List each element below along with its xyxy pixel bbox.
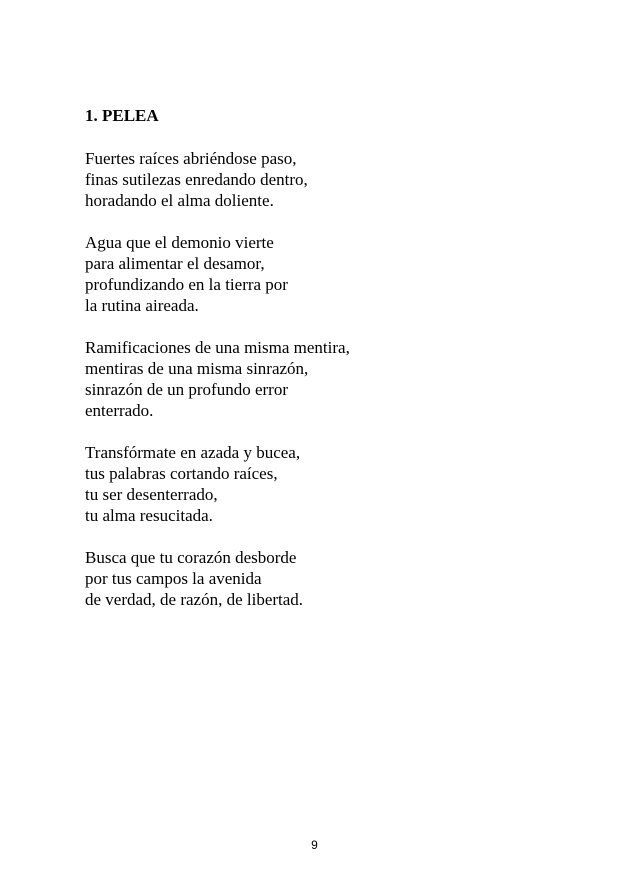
poem-line: mentiras de una misma sinrazón, <box>85 359 309 378</box>
poem-line: por tus campos la avenida <box>85 569 262 588</box>
poem-line: finas sutilezas enredando dentro, <box>85 170 308 189</box>
poem-line: tus palabras cortando raíces, <box>85 464 278 483</box>
poem-line: Agua que el demonio vierte <box>85 233 274 252</box>
poem-line: Transfórmate en azada y bucea, <box>85 443 301 462</box>
poem-line: la rutina aireada. <box>85 296 199 315</box>
stanza <box>85 337 605 421</box>
poem-line: para alimentar el desamor, <box>85 254 265 273</box>
poem-line: tu alma resucitada. <box>85 506 213 525</box>
poem-line: Fuertes raíces abriéndose paso, <box>85 149 297 168</box>
poem-body <box>85 105 605 631</box>
poem-line: Ramificaciones de una misma mentira, <box>85 338 350 357</box>
stanza <box>85 547 605 610</box>
poem-line: Busca que tu corazón desborde <box>85 548 297 567</box>
poem-line: horadando el alma doliente. <box>85 191 274 210</box>
poem-line: profundizando en la tierra por <box>85 275 288 294</box>
poem-line: enterrado. <box>85 401 154 420</box>
stanza <box>85 148 605 211</box>
poem-line: sinrazón de un profundo error <box>85 380 288 399</box>
stanza <box>85 442 605 526</box>
poem-line: tu ser desenterrado, <box>85 485 218 504</box>
poem-title: 1. PELEA <box>85 106 159 125</box>
page-number: 9 <box>311 838 318 852</box>
stanza <box>85 232 605 316</box>
poem-line: de verdad, de razón, de libertad. <box>85 590 304 609</box>
